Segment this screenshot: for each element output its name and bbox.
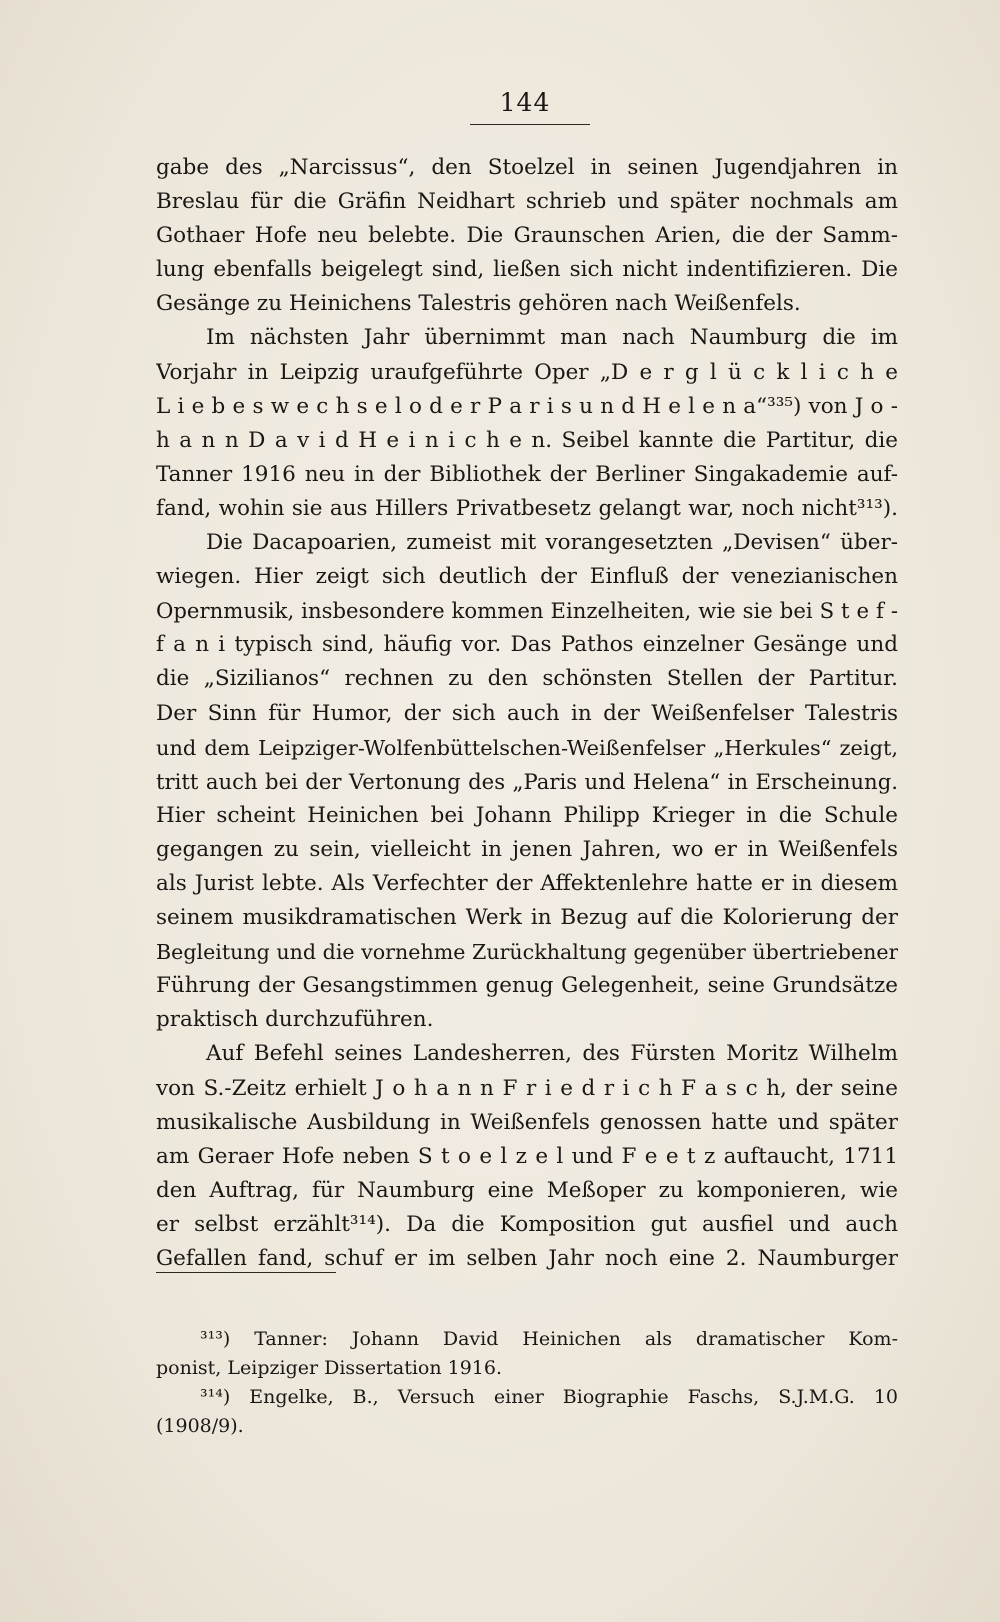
text-line: wiegen. Hier zeigt sich deutlich der Einfluß der venezianischen	[156, 564, 898, 590]
footnote-line: ³¹³) Tanner: Johann David Heinichen als dramatischer Kom-	[200, 1328, 898, 1350]
footnote-line: ³¹⁴) Engelke, B., Versuch einer Biographie Faschs, S.J.M.G. 10	[200, 1386, 898, 1408]
text-line: am Geraer Hofe neben S t o e l z e l und F e e t z auftaucht, 1711	[156, 1143, 898, 1169]
text-line: Opernmusik, insbesondere kommen Einzelheiten, wie sie bei S t e f -	[156, 598, 898, 624]
text-line: Gefallen fand, schuf er im selben Jahr noch eine 2. Naumburger	[156, 1246, 898, 1271]
footnote-line: ponist, Leipziger Dissertation 1916.	[156, 1357, 503, 1379]
text-line: Gothaer Hofe neu belebte. Die Graunschen Arien, die der Samm-	[156, 223, 898, 249]
page-number-rule	[470, 124, 590, 125]
text-line: L i e b e s w e c h s e l o d e r P a r i s u n d H e l e n a“³³⁵) von J o -	[156, 393, 898, 419]
text-line: Begleitung und die vornehme Zurückhaltung gegenüber übertriebener	[156, 940, 898, 965]
footnote-rule	[156, 1272, 336, 1273]
footnotes	[156, 1325, 898, 1441]
text-line: praktisch durchzuführen.	[156, 1007, 434, 1033]
text-line: tritt auch bei der Vertonung des „Paris und Helena“ in Erscheinung.	[156, 768, 898, 794]
text-line: Die Dacapoarien, zumeist mit vorangesetzten „Devisen“ über-	[206, 530, 898, 556]
text-line: fand, wohin sie aus Hillers Privatbesetz gelangt war, noch nicht³¹³).	[156, 495, 898, 521]
text-line: Im nächsten Jahr übernimmt man nach Naumburg die im	[206, 325, 898, 351]
text-line: Hier scheint Heinichen bei Johann Philipp Krieger in die Schule	[156, 802, 898, 828]
text-line: Gesänge zu Heinichens Talestris gehören nach Weißenfels.	[156, 291, 801, 317]
text-line: f a n i typisch sind, häufig vor. Das Pathos einzelner Gesänge und	[156, 632, 898, 658]
text-line: von S.-Zeitz erhielt J o h a n n F r i e d r i c h F a s c h, der seine	[156, 1075, 898, 1101]
text-line: als Jurist lebte. Als Verfechter der Affektenlehre hatte er in diesem	[156, 870, 898, 896]
text-line: Führung der Gesangstimmen genug Gelegenheit, seine Grundsätze	[156, 973, 898, 999]
text-line: gegangen zu sein, vielleicht in jenen Jahren, wo er in Weißenfels	[156, 836, 898, 862]
text-line: seinem musikdramatischen Werk in Bezug auf die Kolorierung der	[156, 905, 898, 931]
text-line: Vorjahr in Leipzig uraufgeführte Oper „D e r g l ü c k l i c h e	[156, 359, 898, 385]
footnote-line: (1908/9).	[156, 1415, 244, 1437]
text-line: er selbst erzählt³¹⁴). Da die Komposition gut ausfiel und auch	[156, 1211, 898, 1237]
text-line: Der Sinn für Humor, der sich auch in der Weißenfelser Talestris	[156, 700, 898, 726]
page-number: 144	[499, 88, 551, 117]
text-line: h a n n D a v i d H e i n i c h e n. Seibel kannte die Partitur, die	[156, 427, 898, 453]
body-text	[156, 151, 898, 1276]
text-line: und dem Leipziger-Wolfenbüttelschen-Weißenfelser „Herkules“ zeigt,	[156, 735, 898, 760]
text-line: Breslau für die Gräfin Neidhart schrieb und später nochmals am	[156, 189, 898, 215]
text-line: gabe des „Narcissus“, den Stoelzel in seinen Jugendjahren in	[156, 155, 898, 180]
text-line: die „Sizilianos“ rechnen zu den schönsten Stellen der Partitur.	[156, 666, 898, 692]
text-line: lung ebenfalls beigelegt sind, ließen sich nicht indentifizieren. Die	[156, 257, 898, 283]
text-line: Auf Befehl seines Landesherren, des Fürsten Moritz Wilhelm	[206, 1041, 898, 1067]
text-line: den Auftrag, für Naumburg eine Meßoper zu komponieren, wie	[156, 1177, 898, 1203]
text-line: Tanner 1916 neu in der Bibliothek der Berliner Singakademie auf-	[156, 461, 898, 487]
text-line: musikalische Ausbildung in Weißenfels genossen hatte und später	[156, 1109, 898, 1135]
